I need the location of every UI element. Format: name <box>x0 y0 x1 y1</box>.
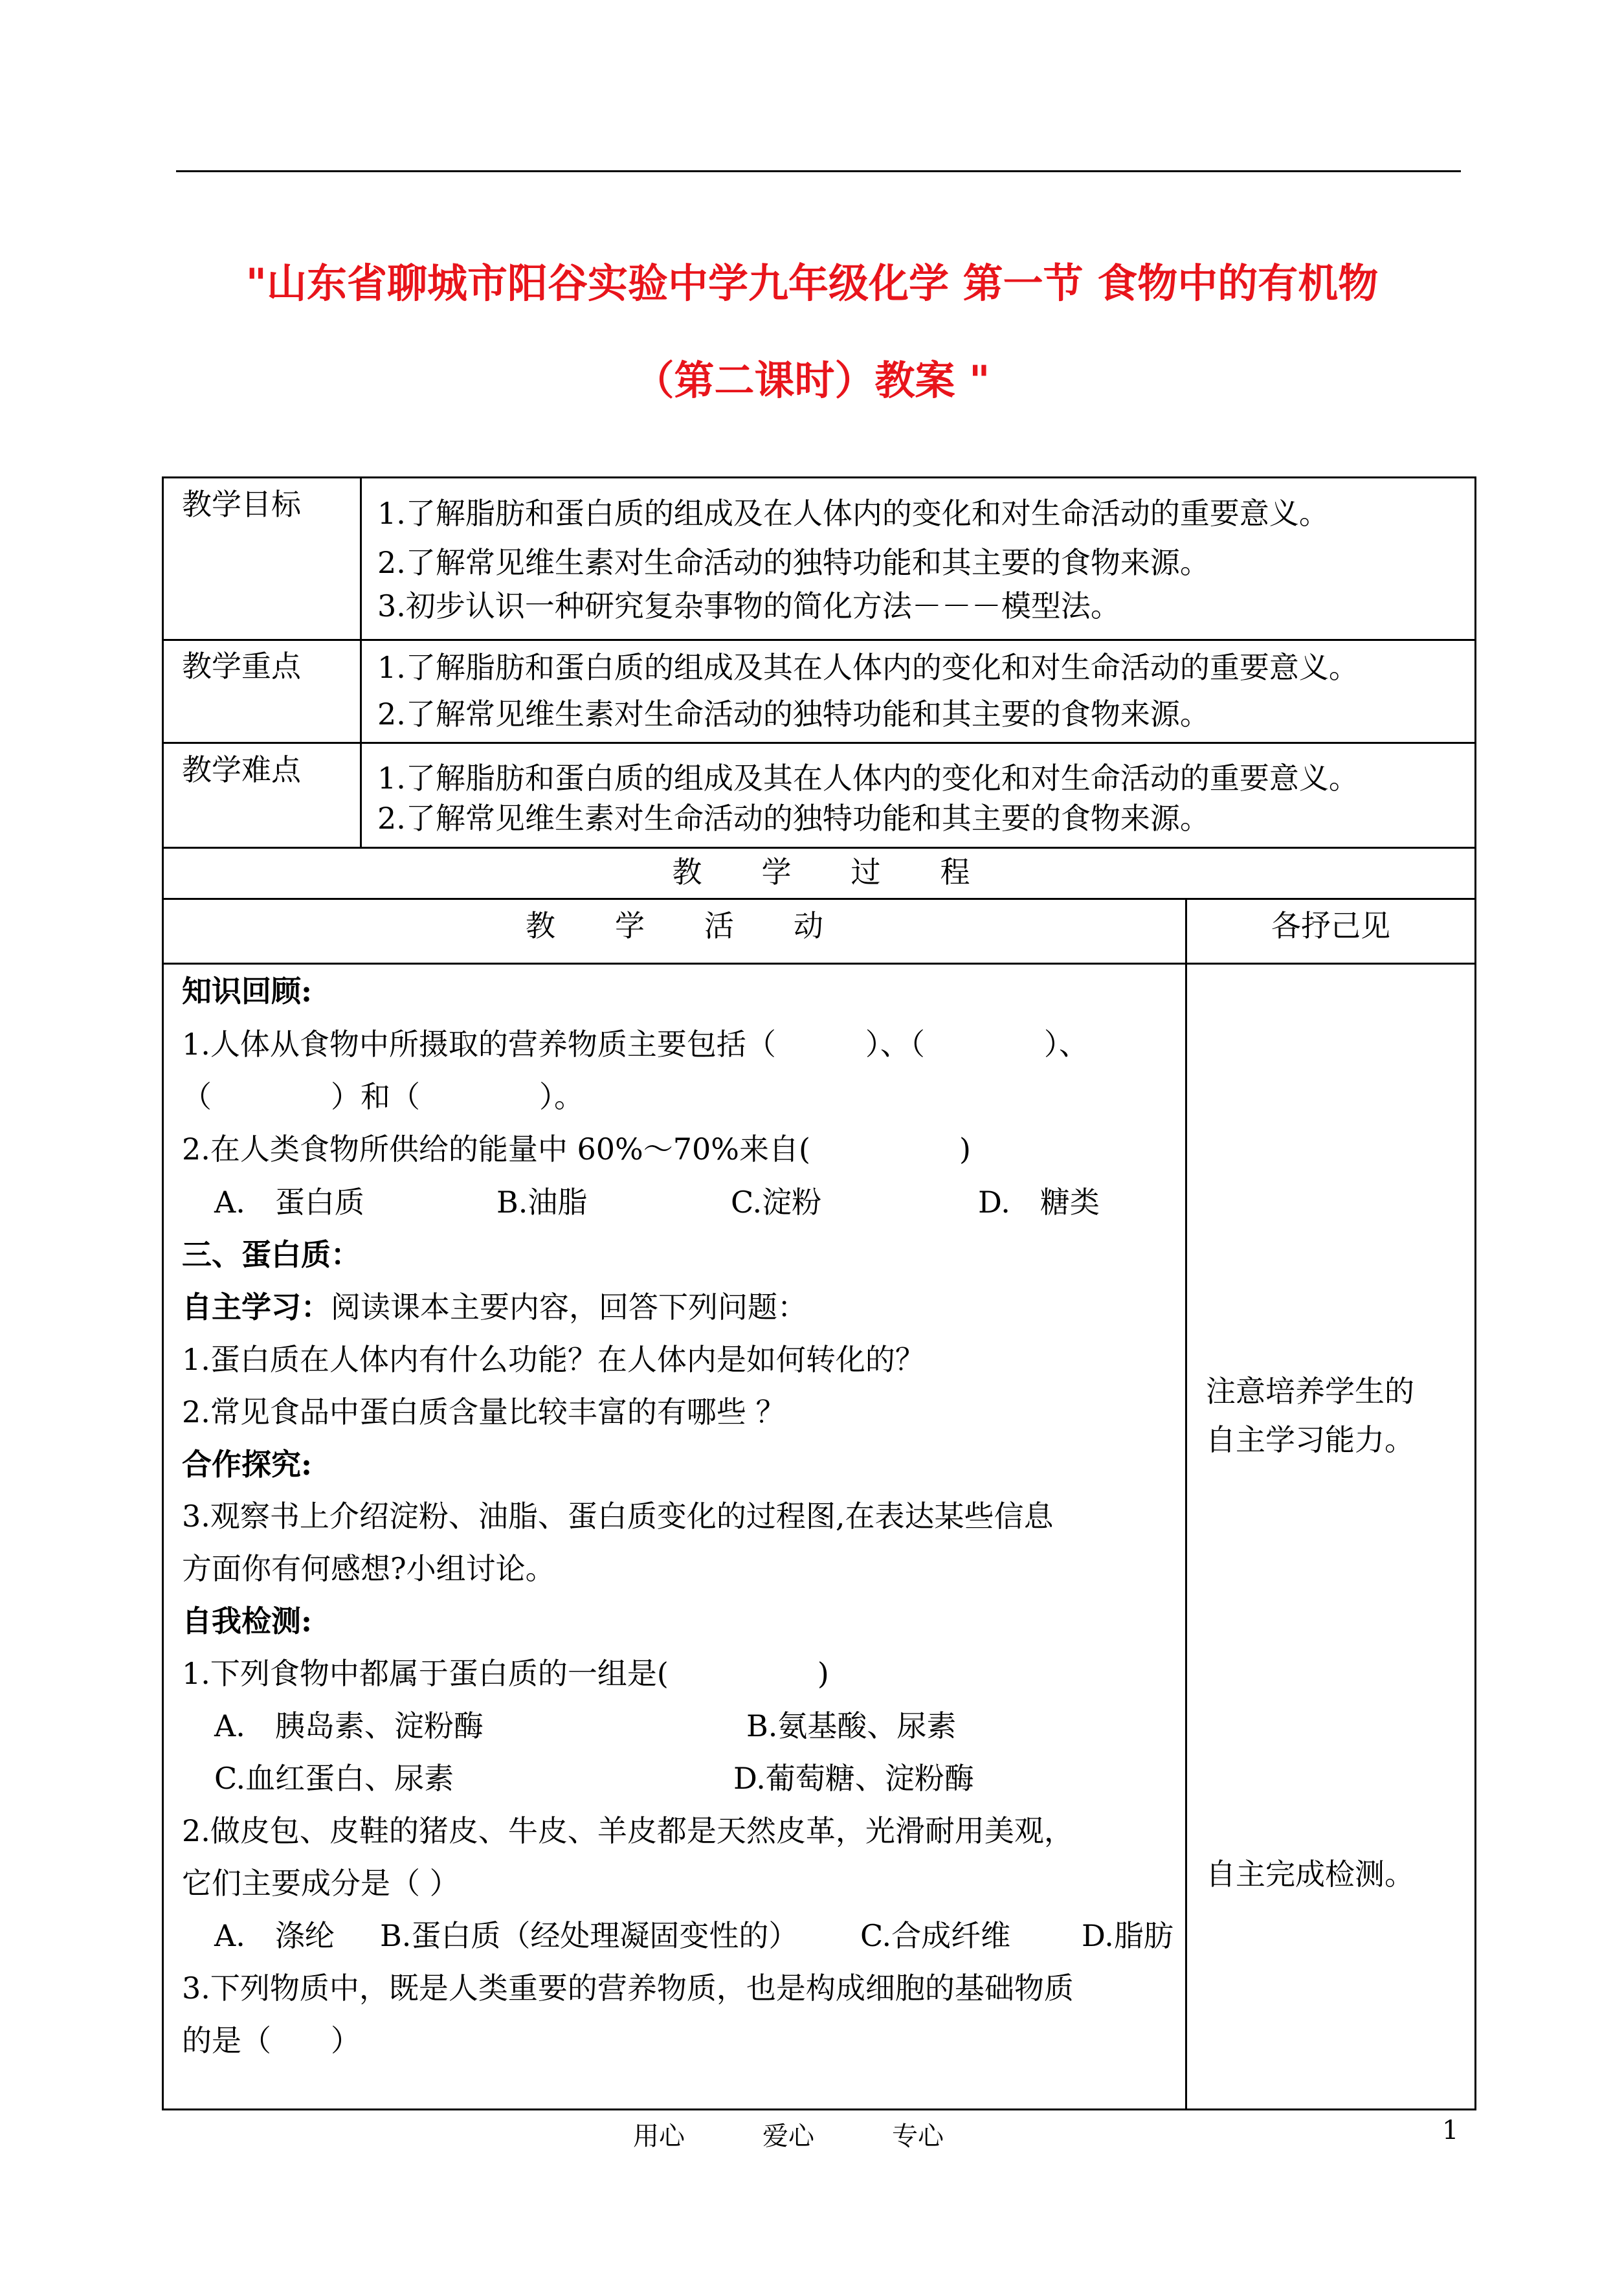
test-option: B.氨基酸、尿素 <box>746 1708 957 1743</box>
column-divider <box>360 478 362 847</box>
goals-label: 教学目标 <box>182 487 301 522</box>
test-option: D.葡萄糖、淀粉酶 <box>733 1761 974 1796</box>
test-option: A. 胰岛素、淀粉酶 <box>214 1708 484 1743</box>
review-heading: 知识回顾: <box>182 974 312 1009</box>
cooperation-question-3-line-2: 方面你有何感想?小组讨论。 <box>182 1551 555 1586</box>
page-number: 1 <box>1442 2116 1459 2145</box>
goal-item: 3.初步认识一种研究复杂事物的简化方法－－－模型法。 <box>377 588 1120 623</box>
test-option: B.蛋白质（经处理凝固变性的） <box>380 1918 799 1953</box>
activity-header: 教 学 活 动 <box>526 908 823 943</box>
review-option: A. 蛋白质 <box>214 1185 364 1220</box>
process-header: 教 学 过 程 <box>672 855 970 889</box>
column-divider <box>1185 898 1187 2110</box>
review-question-1-line-1: 1.人体从食物中所摄取的营养物质主要包括（ ）、（ ）、 <box>182 1027 1089 1062</box>
document-title-line-1: "山东省聊城市阳谷实验中学九年级化学 第一节 食物中的有机物 <box>245 260 1379 307</box>
lesson-plan-table <box>162 476 1476 2110</box>
review-option: D. 糖类 <box>978 1185 1100 1220</box>
review-question-1-line-2: （ ）和（ ）。 <box>182 1079 584 1114</box>
key-point-item: 2.了解常见维生素对生命活动的独特功能和其主要的食物来源。 <box>377 697 1210 732</box>
self-study-line <box>182 1288 807 1326</box>
row-divider <box>164 898 1474 900</box>
row-divider <box>164 963 1474 965</box>
difficulties-label: 教学难点 <box>182 752 301 787</box>
test-option: C.合成纤维 <box>860 1918 1011 1953</box>
note-1-line-1: 注意培养学生的 <box>1206 1374 1414 1409</box>
difficulty-item: 1.了解脂肪和蛋白质的组成及其在人体内的变化和对生命活动的重要意义。 <box>377 761 1359 796</box>
self-study-heading: 自主学习： <box>182 1290 331 1325</box>
self-test-heading: 自我检测: <box>182 1604 312 1639</box>
footer-word: 专心 <box>892 2121 944 2151</box>
document-title-line-2: （第二课时）教案 " <box>634 357 990 404</box>
test-option: D.脂肪 <box>1082 1918 1174 1953</box>
key-points-label: 教学重点 <box>182 649 301 684</box>
self-study-question-2: 2.常见食品中蛋白质含量比较丰富的有哪些 ？ <box>182 1394 786 1429</box>
test-option: A. 涤纶 <box>214 1918 335 1953</box>
test-question-3-line-1: 3.下列物质中，既是人类重要的营养物质，也是构成细胞的基础物质 <box>182 1971 1074 2006</box>
footer-word: 用心 <box>633 2121 685 2151</box>
review-question-2: 2.在人类食物所供给的能量中 60%～70%来自( ) <box>182 1132 971 1167</box>
note-2: 自主完成检测。 <box>1206 1857 1414 1892</box>
row-divider <box>164 847 1474 849</box>
cooperation-question-3-line-1: 3.观察书上介绍淀粉、油脂、蛋白质变化的过程图,在表达某些信息 <box>182 1499 1054 1534</box>
test-question-1: 1.下列食物中都属于蛋白质的一组是( ) <box>182 1656 829 1691</box>
test-question-2-line-1: 2.做皮包、皮鞋的猪皮、牛皮、羊皮都是天然皮革，光滑耐用美观， <box>182 1813 1074 1848</box>
goal-item: 2.了解常见维生素对生命活动的独特功能和其主要的食物来源。 <box>377 545 1210 580</box>
test-option: C.血红蛋白、尿素 <box>214 1761 454 1796</box>
self-study-text: 阅读课本主要内容，回答下列问题： <box>331 1290 807 1325</box>
difficulty-item: 2.了解常见维生素对生命活动的独特功能和其主要的食物来源。 <box>377 801 1210 836</box>
footer-word: 爱心 <box>762 2121 814 2151</box>
test-question-2-line-2: 它们主要成分是（ ） <box>182 1866 460 1901</box>
notes-header: 各抒己见 <box>1271 908 1390 943</box>
test-question-3-line-2: 的是（ ） <box>182 2023 361 2058</box>
self-study-question-1: 1.蛋白质在人体内有什么功能？在人体内是如何转化的？ <box>182 1342 925 1377</box>
review-option: B.油脂 <box>496 1185 588 1220</box>
review-option: C.淀粉 <box>731 1185 822 1220</box>
note-1-line-2: 自主学习能力。 <box>1206 1422 1414 1457</box>
goal-item: 1.了解脂肪和蛋白质的组成及在人体内的变化和对生命活动的重要意义。 <box>377 496 1329 531</box>
section-3-heading: 三、蛋白质： <box>182 1237 361 1272</box>
header-rule <box>176 170 1461 172</box>
cooperation-heading: 合作探究: <box>182 1447 312 1482</box>
key-point-item: 1.了解脂肪和蛋白质的组成及其在人体内的变化和对生命活动的重要意义。 <box>377 650 1359 685</box>
